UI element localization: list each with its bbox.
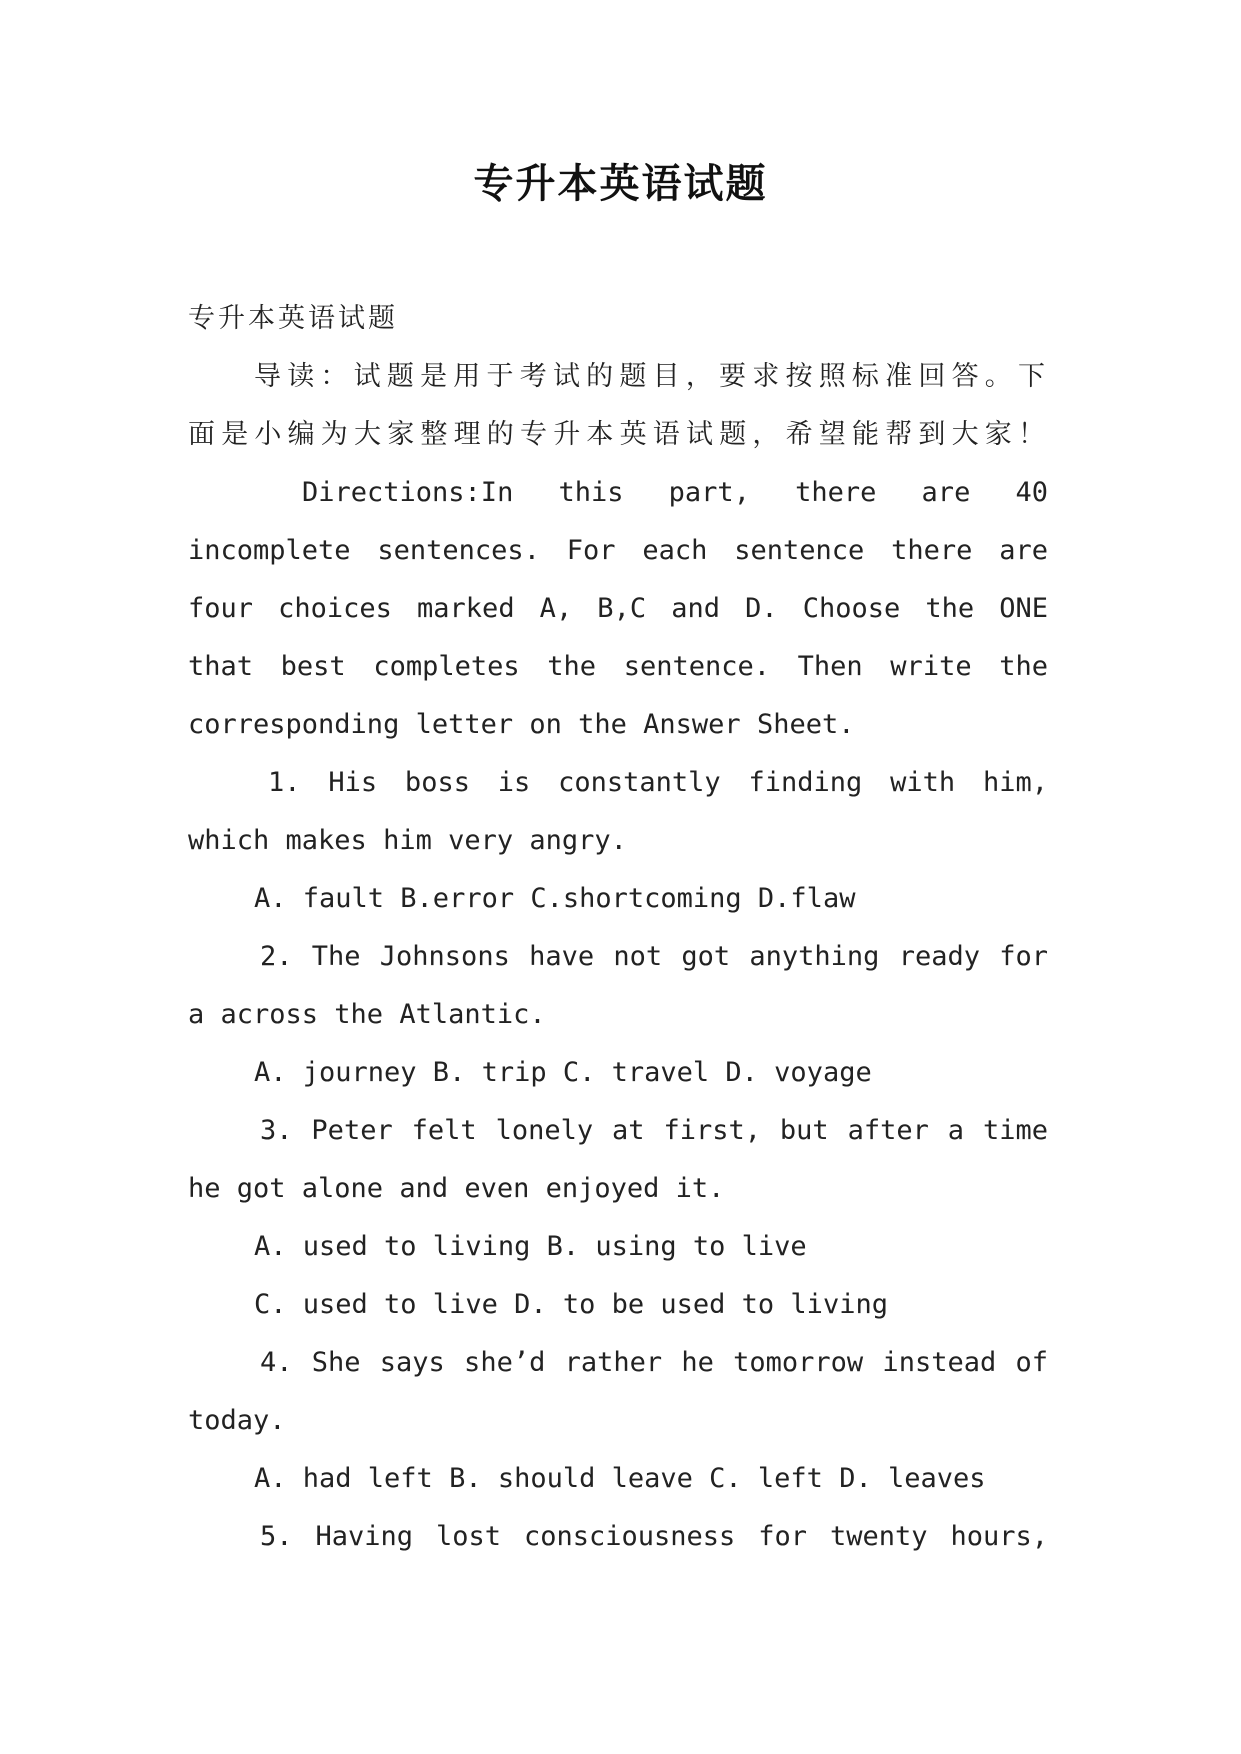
question-5-line-1: 5. Having lost consciousness for twenty hours, (260, 1521, 1048, 1552)
directions-line-3: four choices marked A, B,C and D. Choose the ONE (188, 593, 1048, 624)
question-3-options-1: A. used to living B. using to live (254, 1231, 807, 1262)
question-1-options: A. fault B.error C.shortcoming D.flaw (254, 883, 856, 914)
intro-line-2: 面是小编为大家整理的专升本英语试题，希望能帮到大家！ (188, 419, 1048, 450)
question-2-line-1: 2. The Johnsons have not got anything ready for (260, 941, 1048, 972)
subtitle-line: 专升本英语试题 (188, 303, 398, 334)
question-1-line-1: 1. His boss is constantly finding with him, (268, 767, 1048, 798)
intro-line-1: 导读：试题是用于考试的题目，要求按照标准回答。下 (254, 361, 1048, 392)
question-2-options: A. journey B. trip C. travel D. voyage (254, 1057, 872, 1088)
question-1-line-2: which makes him very angry. (188, 825, 627, 856)
question-4-options: A. had left B. should leave C. left D. leaves (254, 1463, 986, 1494)
question-4-line-1: 4. She says she’d rather he tomorrow instead of (260, 1347, 1048, 1378)
document-body (188, 290, 1048, 1566)
question-3-options-2: C. used to live D. to be used to living (254, 1289, 888, 1320)
question-2-line-2: a across the Atlantic. (188, 999, 546, 1030)
question-4-line-2: today. (188, 1405, 286, 1436)
directions-line-2: incomplete sentences. For each sentence there are (188, 535, 1048, 566)
directions-line-5: corresponding letter on the Answer Sheet. (188, 709, 855, 740)
directions-line-1: Directions:In this part, there are 40 (302, 477, 1048, 508)
directions-line-4: that best completes the sentence. Then write the (188, 651, 1048, 682)
page-title: 专升本英语试题 (473, 161, 768, 207)
question-3-line-2: he got alone and even enjoyed it. (188, 1173, 725, 1204)
question-3-line-1: 3. Peter felt lonely at first, but after a time (260, 1115, 1048, 1146)
